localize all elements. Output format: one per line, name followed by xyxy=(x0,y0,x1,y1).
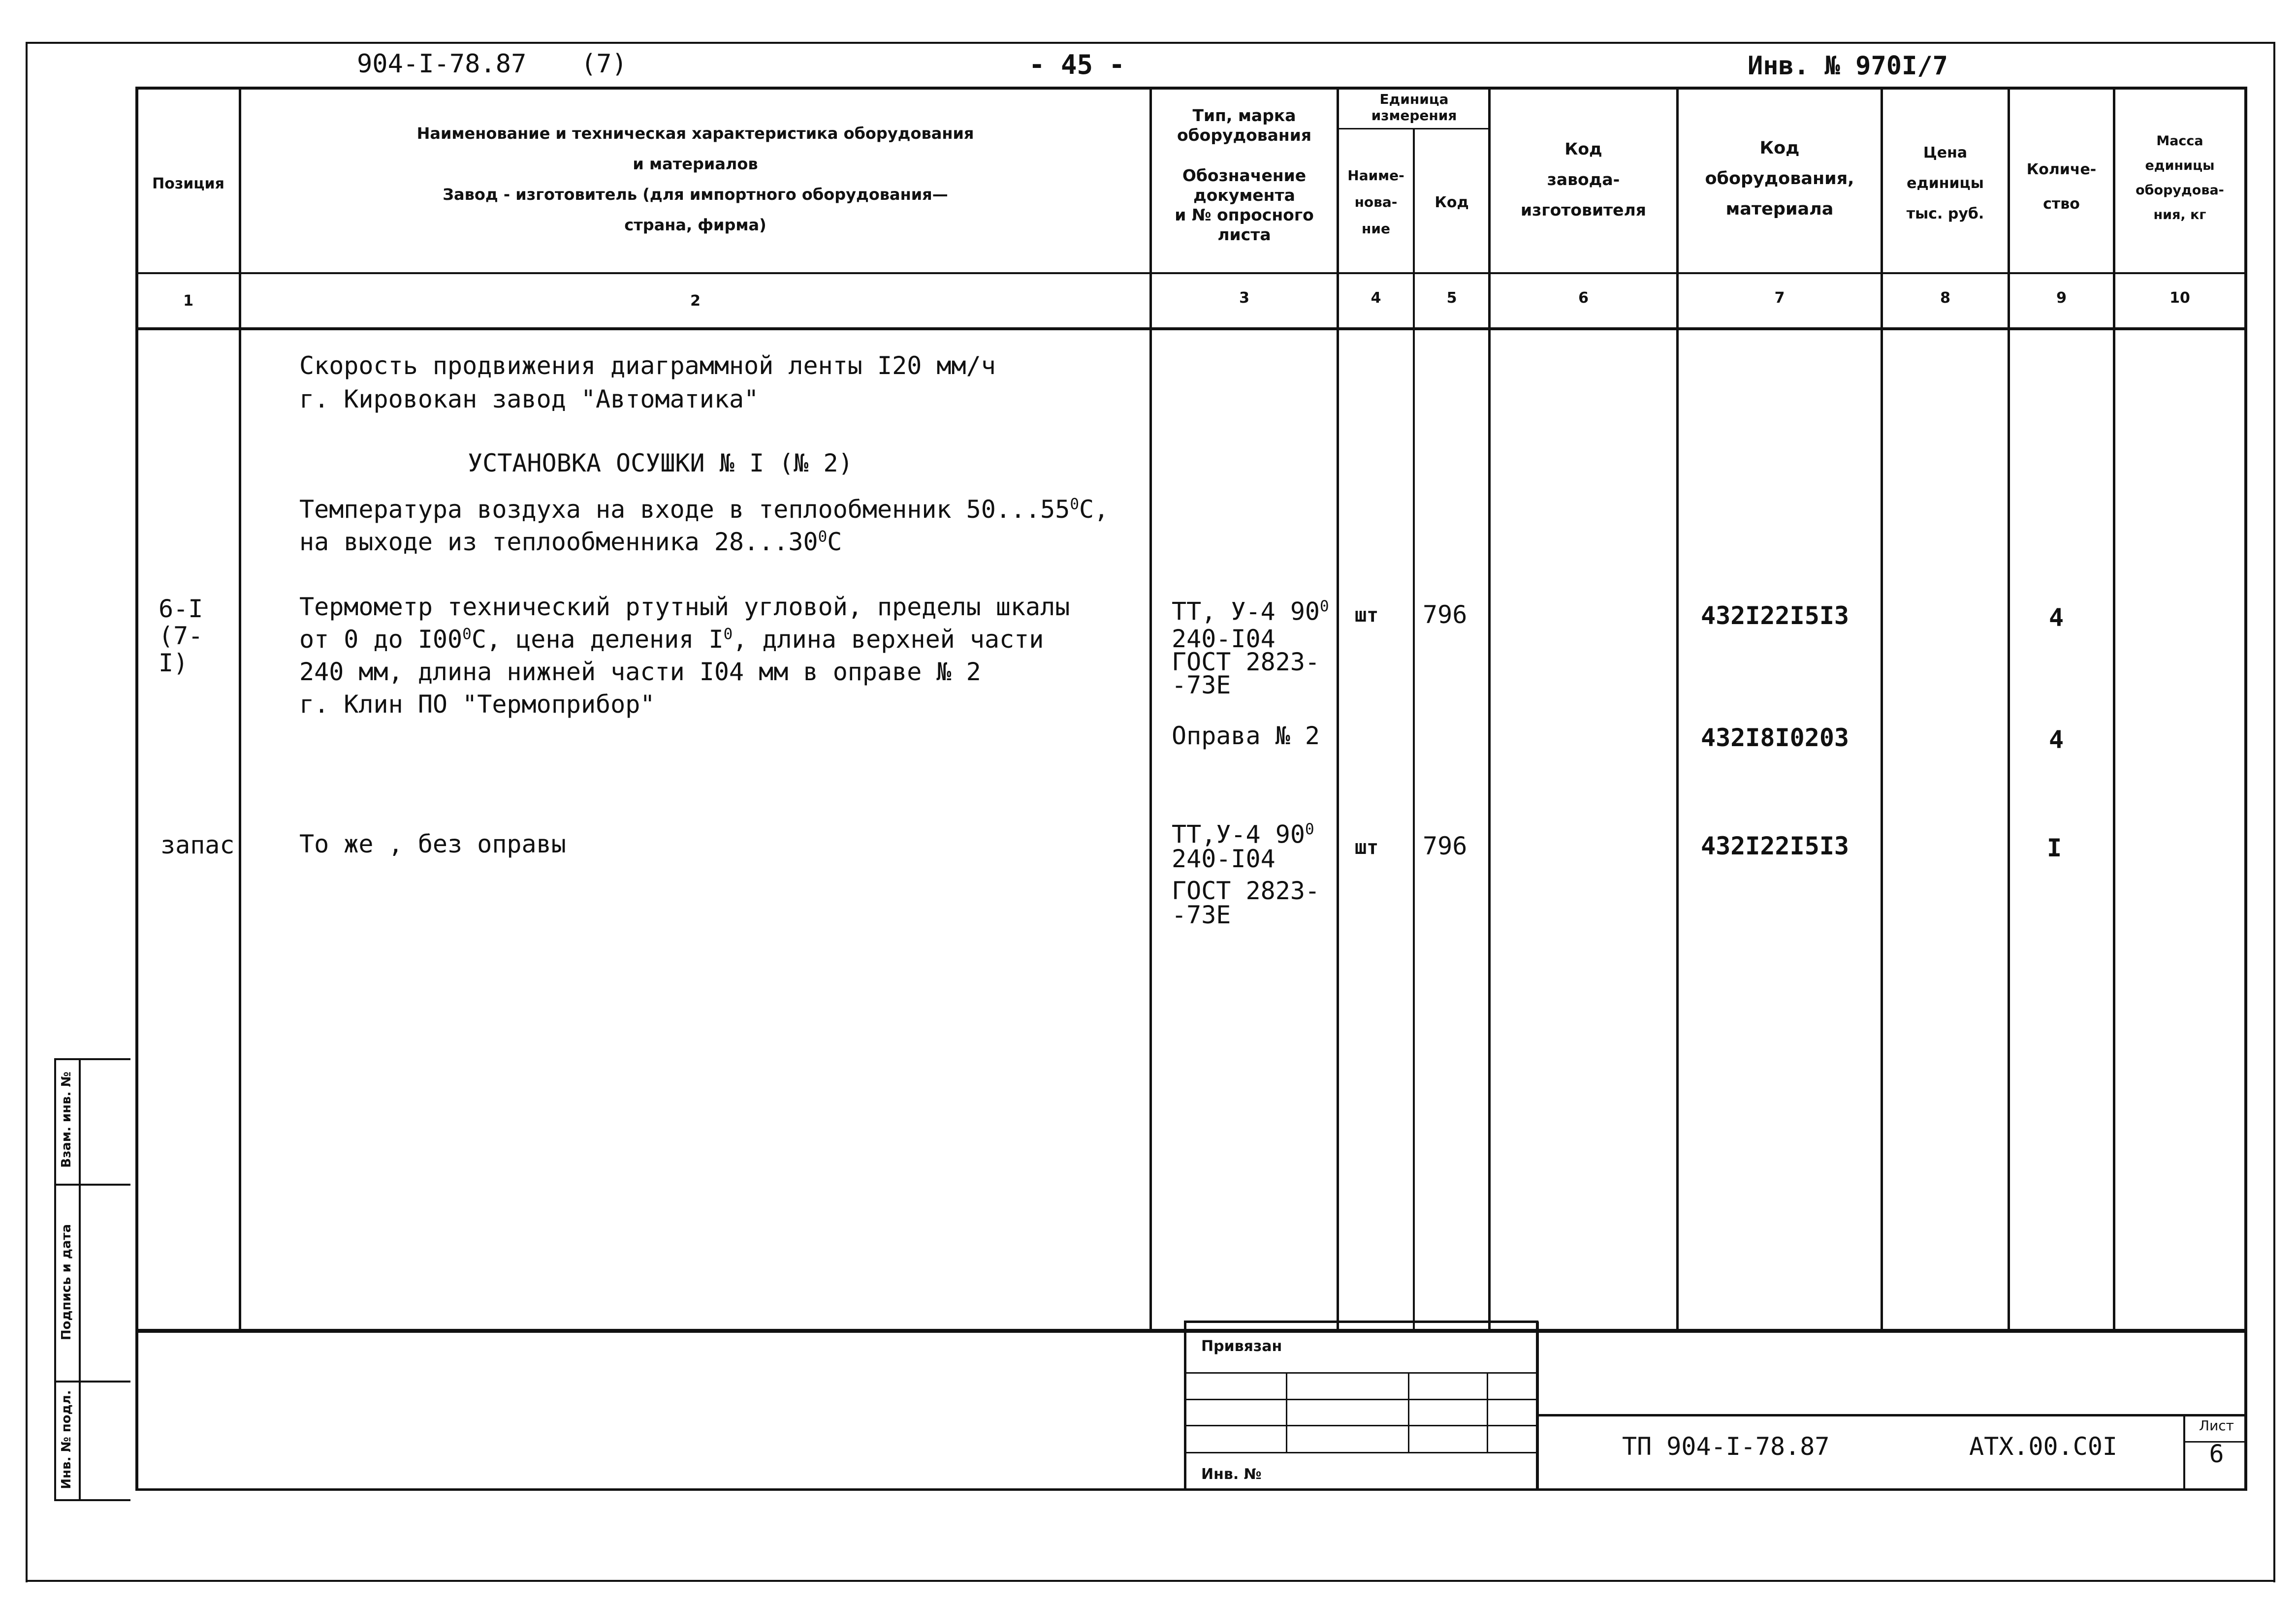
bound-box-line-4 xyxy=(1184,1452,1538,1453)
side-stamp-original-inv: Инв. № подл. xyxy=(59,1390,74,1489)
row3-desc: То же , без оправы xyxy=(299,830,566,858)
col-header-eq-l3: материала xyxy=(1725,199,1834,219)
col-divider-8 xyxy=(2008,87,2010,1330)
col-header-price-l1: Цена xyxy=(1923,144,1968,161)
header-doc-sub: (7) xyxy=(581,49,627,79)
col-header-mass xyxy=(2115,129,2244,227)
row1-quantity: 4 xyxy=(2049,603,2064,632)
col-header-name-l4: страна, фирма) xyxy=(624,216,766,234)
col-header-unit xyxy=(1339,91,1489,124)
col-header-type-l6: листа xyxy=(1217,225,1271,244)
col-number-7: 7 xyxy=(1774,289,1785,307)
row1-type xyxy=(1172,598,1329,699)
bound-box-line-1 xyxy=(1184,1372,1538,1374)
col-header-mfr-l3: изготовителя xyxy=(1521,200,1646,220)
row1-type-l4: -73Е xyxy=(1172,670,1231,699)
row1-desc-l1: Термометр технический ртутный угловой, пределы шкалы xyxy=(299,593,1070,621)
col-header-unit-code: Код xyxy=(1435,194,1469,211)
row1-position-l2: (7-I) xyxy=(159,622,203,677)
col-header-type-l1: Тип, марка xyxy=(1192,106,1296,125)
col-header-type-l3: Обозначение xyxy=(1182,166,1307,185)
row1-position xyxy=(159,596,203,677)
row1-desc-l2-degree2: 0 xyxy=(723,625,733,643)
row1-unit-code: 796 xyxy=(1423,600,1467,629)
bound-box-top xyxy=(1184,1321,1538,1323)
col-header-qty-l1: Количе- xyxy=(2026,161,2097,178)
row2-type: Оправа № 2 xyxy=(1172,722,1320,750)
doc-strip-top xyxy=(1538,1414,2247,1416)
col-header-eq-l1: Код xyxy=(1759,138,1800,158)
temperature-line-2-end: С xyxy=(827,528,842,556)
inv-no-label: Инв. № xyxy=(1201,1466,1262,1483)
temperature-line-2-degree: 0 xyxy=(818,528,828,546)
col-header-type-l4: документа xyxy=(1193,186,1295,205)
row3-type-l4: -73Е xyxy=(1172,900,1231,929)
col-header-unit-name-l2: нова- xyxy=(1354,194,1398,210)
bound-box-line-2 xyxy=(1184,1399,1538,1400)
col-number-3: 3 xyxy=(1239,289,1249,307)
unit-group-line xyxy=(1337,128,1489,129)
page-header xyxy=(0,0,2296,84)
col-header-type-l5: и № опросного xyxy=(1175,205,1314,224)
col-number-1: 1 xyxy=(183,292,193,310)
title-block-bottom xyxy=(135,1488,2247,1491)
col-header-mfr-l2: завода- xyxy=(1547,170,1620,189)
row1-type-l2: 240-I04 xyxy=(1172,624,1276,653)
row3-unit: шт xyxy=(1355,836,1379,859)
row1-desc-l2 xyxy=(299,623,1044,656)
col-header-mass-l1: Масса xyxy=(2156,133,2203,149)
col-header-price-l3: тыс. руб. xyxy=(1906,205,1984,222)
doc-number: ТП 904-I-78.87 xyxy=(1622,1432,1830,1461)
intro-line-1: Скорость продвижения диаграммной ленты I20 мм/ч xyxy=(299,351,996,380)
temperature-line-1 xyxy=(299,493,1109,526)
row1-desc-l2-c: , длина верхней части xyxy=(733,625,1044,654)
numbers-separator xyxy=(135,327,2247,330)
row1-desc-l2-b: С, цена деления I xyxy=(471,625,724,654)
table-top xyxy=(135,87,2247,90)
body-bottom xyxy=(135,1329,2247,1333)
temperature-line-1-degree: 0 xyxy=(1070,495,1080,513)
col-divider-2 xyxy=(1149,87,1152,1330)
table-right xyxy=(2244,87,2247,1489)
bound-box-vline-2 xyxy=(1408,1372,1409,1452)
row3-quantity: I xyxy=(2047,834,2062,862)
col-header-mass-l2: единицы xyxy=(2145,158,2215,173)
side-stamp-signature-date: Подпись и дата xyxy=(59,1224,74,1341)
outer-frame-left xyxy=(26,42,28,1582)
col-header-mass-l3: оборудова- xyxy=(2136,183,2224,198)
col-header-unit-name-l3: ние xyxy=(1362,220,1390,237)
col-divider-7 xyxy=(1881,87,1883,1330)
bound-box-vline-1 xyxy=(1286,1372,1287,1452)
side-stamp xyxy=(54,1058,130,1501)
side-stamp-replace-inv: Взам. инв. № xyxy=(59,1071,74,1168)
col-header-equipment-code xyxy=(1679,133,1881,224)
col-number-4: 4 xyxy=(1371,289,1381,307)
bound-box-vline-3 xyxy=(1487,1372,1488,1452)
row2-equipment-code: 432I8I0203 xyxy=(1701,723,1850,752)
row3-type-l2: 240-I04 xyxy=(1172,844,1276,873)
col-divider-9 xyxy=(2113,87,2115,1330)
row3-equipment-code: 432I22I5I3 xyxy=(1701,832,1850,860)
col-header-unit-name-l1: Наиме- xyxy=(1347,167,1404,184)
temperature-line-2 xyxy=(299,526,842,558)
header-doc-code: 904-I-78.87 xyxy=(357,49,527,79)
row1-type-l1: ТТ, У-4 90 xyxy=(1172,597,1320,626)
col-header-mfr-l1: Код xyxy=(1564,139,1602,158)
col-divider-1 xyxy=(239,87,241,1330)
row1-type-l1-degree: 0 xyxy=(1320,598,1329,615)
bound-label: Привязан xyxy=(1201,1338,1282,1355)
header-separator xyxy=(135,272,2247,274)
outer-frame-bottom xyxy=(26,1580,2275,1582)
row1-unit: шт xyxy=(1355,604,1379,627)
row3-position: запас xyxy=(160,831,235,859)
row3-unit-code: 796 xyxy=(1423,832,1467,860)
sheet-box-left xyxy=(2183,1414,2185,1490)
sheet-number: 6 xyxy=(2209,1440,2224,1468)
col-header-quantity xyxy=(2010,153,2113,221)
col-number-10: 10 xyxy=(2169,289,2190,307)
temperature-line-1-end: С, xyxy=(1079,495,1109,524)
col-header-type xyxy=(1152,106,1337,245)
col-divider-3 xyxy=(1337,87,1339,1330)
bound-box-left xyxy=(1184,1321,1186,1491)
col-header-unit-l1: Единица xyxy=(1379,91,1449,107)
col-header-name xyxy=(241,118,1149,240)
col-header-eq-l2: оборудования, xyxy=(1705,169,1854,189)
inventory-number: Инв. № 970I/7 xyxy=(1748,51,1948,81)
col-divider-6 xyxy=(1676,87,1679,1330)
col-header-position: Позиция xyxy=(152,175,224,192)
row1-position-l1: 6-I xyxy=(159,595,203,623)
col-number-9: 9 xyxy=(2056,289,2067,307)
col-header-unit-name xyxy=(1339,162,1413,242)
intro-line-2: г. Кировокан завод "Автоматика" xyxy=(299,385,759,413)
col-header-name-l1: Наименование и техническая характеристика оборудования xyxy=(416,124,974,143)
row3-type xyxy=(1172,821,1320,929)
row2-quantity: 4 xyxy=(2049,725,2064,754)
bound-box-line-3 xyxy=(1184,1425,1538,1426)
col-header-mass-l4: ния, кг xyxy=(2153,207,2206,222)
temperature-line-2-text: на выходе из теплообменника 28...30 xyxy=(299,528,818,556)
row1-desc-l3: 240 мм, длина нижней части I04 мм в оправе № 2 xyxy=(299,658,981,686)
row1-desc-l2-a: от 0 до I00 xyxy=(299,625,463,654)
col-header-type-l2: оборудования xyxy=(1177,126,1312,145)
row3-type-l1-degree: 0 xyxy=(1305,820,1314,838)
row3-type-l3: ГОСТ 2823- xyxy=(1172,876,1320,905)
sheet-label: Лист xyxy=(2199,1417,2234,1434)
col-header-price-l2: единицы xyxy=(1907,175,1984,192)
row3-type-l1: ТТ,У-4 90 xyxy=(1172,820,1305,849)
page-number: - 45 - xyxy=(1029,49,1125,80)
bound-box-right xyxy=(1536,1321,1539,1491)
col-number-2: 2 xyxy=(690,292,701,310)
doc-code: АТХ.00.С0I xyxy=(1969,1432,2118,1461)
col-divider-5 xyxy=(1488,87,1491,1330)
col-header-name-l3: Завод - изготовитель (для импортного оборудования— xyxy=(443,185,948,204)
col-number-5: 5 xyxy=(1446,289,1457,307)
row1-desc-l4: г. Клин ПО "Термоприбор" xyxy=(299,690,655,719)
row1-equipment-code: 432I22I5I3 xyxy=(1701,601,1850,630)
temperature-line-1-text: Температура воздуха на входе в теплообменник 50...55 xyxy=(299,495,1070,524)
section-title: УСТАНОВКА ОСУШКИ № I (№ 2) xyxy=(468,449,853,477)
col-number-6: 6 xyxy=(1578,289,1589,307)
col-header-qty-l2: ство xyxy=(2043,195,2080,213)
col-header-unit-l2: измерения xyxy=(1371,107,1457,124)
col-number-8: 8 xyxy=(1940,289,1950,307)
col-header-name-l2: и материалов xyxy=(633,155,758,173)
col-header-mfr-code xyxy=(1491,134,1676,225)
outer-frame-right xyxy=(2273,42,2275,1582)
row1-type-l3: ГОСТ 2823- xyxy=(1172,647,1320,676)
col-header-price xyxy=(1883,138,2008,229)
row1-desc-l2-degree: 0 xyxy=(462,625,472,643)
